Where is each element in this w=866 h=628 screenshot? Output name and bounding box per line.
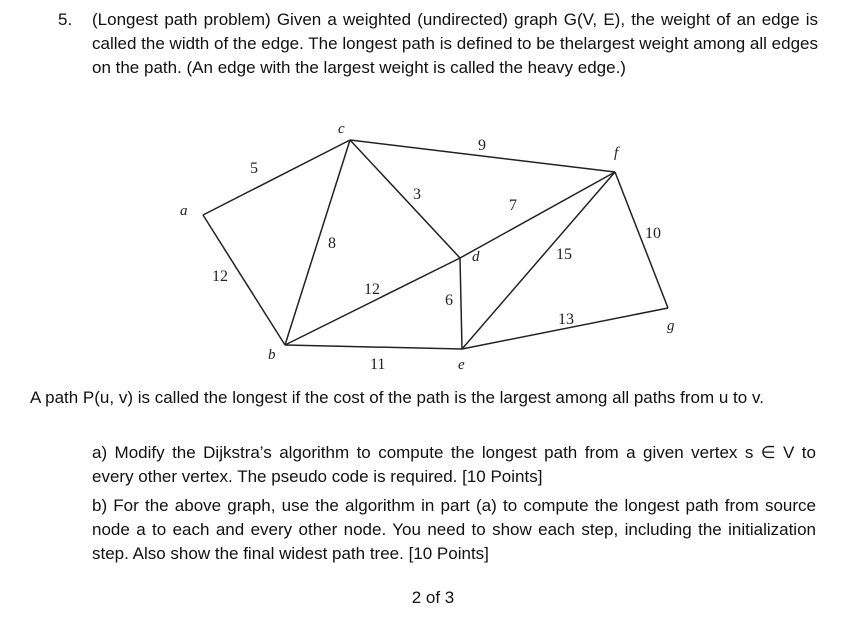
weight-label-ac: 5	[250, 160, 258, 177]
sub-questions	[92, 441, 816, 571]
edge-d-e	[460, 258, 462, 349]
page-number: 2 of 3	[411, 588, 455, 607]
weight-label-cd: 3	[413, 186, 421, 203]
weight-label-bd: 12	[364, 281, 380, 298]
part-a-text: a) Modify the Dijkstra’s algorithm to compute the longest path from a given vertex s ∈ V to every other vertex. The pseudo code is required. [10 Points]	[92, 443, 816, 486]
edge-b-e	[285, 345, 462, 349]
vertex-label-b: b	[268, 347, 276, 363]
vertex-label-f: f	[614, 145, 619, 161]
vertex-label-g: g	[667, 318, 675, 334]
vertex-label-e: e	[458, 357, 465, 373]
weight-label-be: 11	[370, 356, 386, 373]
longest-path-definition: A path P(u, v) is called the longest if the cost of the path is the largest among all paths from u to v.	[30, 388, 764, 407]
weight-label-eg: 13	[558, 311, 574, 328]
weight-label-fg: 10	[645, 225, 661, 242]
weight-label-ef: 15	[556, 246, 572, 263]
edge-c-d	[350, 140, 460, 258]
question-text: (Longest path problem) Given a weighted (undirected) graph G(V, E), the weight of an edge is called the width of the edge. The longest path is defined to be thelargest weight among all edges on the path. (An edge with the largest weight is called the heavy edge.)	[92, 10, 818, 77]
vertex-label-d: d	[472, 249, 480, 265]
weight-label-de: 6	[445, 292, 453, 309]
vertex-label-a: a	[180, 203, 188, 219]
edge-a-c	[203, 140, 350, 215]
edge-b-c	[285, 140, 350, 345]
part-b-text: b) For the above graph, use the algorithm in part (a) to compute the longest path from source node a to each and every other node. You need to show each step, including the initialization step. Also show the final widest path tree. [10 Points]	[92, 496, 816, 563]
weight-label-df: 7	[509, 197, 517, 214]
weight-label-bc: 8	[328, 235, 336, 252]
weight-label-cf: 9	[478, 137, 486, 154]
vertex-label-c: c	[338, 121, 345, 137]
edge-d-f	[460, 172, 615, 258]
question-number: 5.	[58, 10, 73, 29]
edge-b-d	[285, 258, 460, 345]
weight-label-ab: 12	[212, 268, 228, 285]
